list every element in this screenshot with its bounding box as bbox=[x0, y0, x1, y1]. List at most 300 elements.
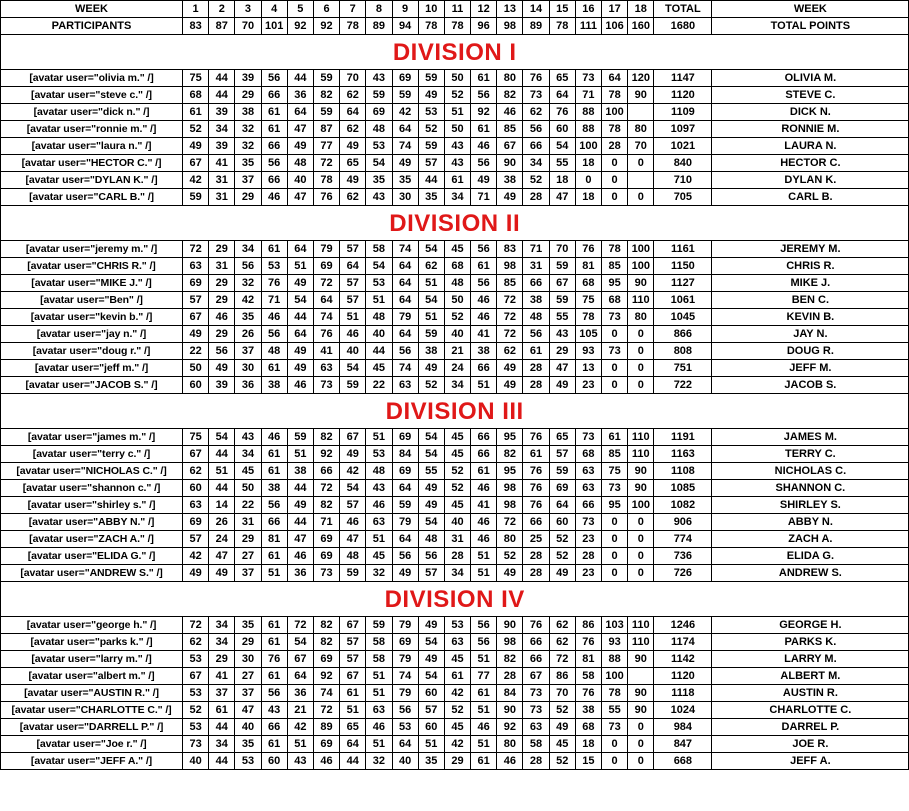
player-total: 751 bbox=[654, 360, 712, 377]
player-row bbox=[1, 241, 909, 258]
player-avatar-shortcode: [avatar user="dick n." /] bbox=[1, 104, 183, 121]
week-score: 53 bbox=[366, 446, 392, 463]
week-score: 56 bbox=[471, 634, 497, 651]
player-total: 1142 bbox=[654, 651, 712, 668]
week-score: 51 bbox=[287, 736, 313, 753]
player-avatar-shortcode: [avatar user="CHRIS R." /] bbox=[1, 258, 183, 275]
week-score: 43 bbox=[366, 70, 392, 87]
player-avatar-shortcode: [avatar user="laura n." /] bbox=[1, 138, 183, 155]
week-score: 31 bbox=[209, 189, 235, 206]
week-score: 44 bbox=[209, 753, 235, 770]
player-total: 808 bbox=[654, 343, 712, 360]
week-score: 105 bbox=[575, 326, 601, 343]
player-total: 722 bbox=[654, 377, 712, 394]
week-score: 38 bbox=[523, 292, 549, 309]
participants-label: PARTICIPANTS bbox=[1, 18, 183, 35]
week-score: 43 bbox=[366, 189, 392, 206]
week-score: 64 bbox=[549, 87, 575, 104]
player-avatar-shortcode: [avatar user="olivia m." /] bbox=[1, 70, 183, 87]
week-number: 17 bbox=[602, 1, 628, 18]
week-score: 41 bbox=[471, 326, 497, 343]
player-total: 774 bbox=[654, 531, 712, 548]
week-score: 66 bbox=[471, 360, 497, 377]
week-score: 65 bbox=[549, 70, 575, 87]
week-score: 98 bbox=[497, 258, 523, 275]
week-score: 62 bbox=[183, 634, 209, 651]
week-score: 54 bbox=[340, 360, 366, 377]
player-row bbox=[1, 497, 909, 514]
participants-count: 106 bbox=[602, 18, 628, 35]
week-score: 72 bbox=[497, 514, 523, 531]
week-score: 0 bbox=[602, 565, 628, 582]
player-avatar-shortcode: [avatar user="shannon c." /] bbox=[1, 480, 183, 497]
week-score: 0 bbox=[628, 326, 654, 343]
week-score: 56 bbox=[471, 617, 497, 634]
week-score: 49 bbox=[471, 172, 497, 189]
week-score: 40 bbox=[183, 753, 209, 770]
week-score: 49 bbox=[418, 480, 444, 497]
week-score: 29 bbox=[209, 241, 235, 258]
week-score: 0 bbox=[602, 514, 628, 531]
week-number: 2 bbox=[209, 1, 235, 18]
week-score: 73 bbox=[602, 309, 628, 326]
week-score: 31 bbox=[209, 258, 235, 275]
week-score: 59 bbox=[418, 138, 444, 155]
week-score: 61 bbox=[261, 104, 287, 121]
week-score: 61 bbox=[340, 685, 366, 702]
week-score: 57 bbox=[183, 292, 209, 309]
week-score: 53 bbox=[261, 258, 287, 275]
week-score: 61 bbox=[471, 121, 497, 138]
player-row bbox=[1, 172, 909, 189]
week-score: 56 bbox=[261, 155, 287, 172]
week-score: 75 bbox=[602, 463, 628, 480]
week-score: 34 bbox=[444, 189, 470, 206]
player-name: CARL B. bbox=[712, 189, 909, 206]
week-number: 16 bbox=[575, 1, 601, 18]
player-avatar-shortcode: [avatar user="DARRELL P." /] bbox=[1, 719, 183, 736]
week-score: 54 bbox=[418, 514, 444, 531]
week-score: 110 bbox=[628, 617, 654, 634]
week-score: 46 bbox=[366, 719, 392, 736]
week-score: 95 bbox=[602, 275, 628, 292]
week-score: 69 bbox=[392, 429, 418, 446]
player-total: 1118 bbox=[654, 685, 712, 702]
week-number: 5 bbox=[287, 1, 313, 18]
week-score: 15 bbox=[575, 753, 601, 770]
week-score: 51 bbox=[366, 531, 392, 548]
week-score: 30 bbox=[392, 189, 418, 206]
week-score: 61 bbox=[261, 446, 287, 463]
week-score: 48 bbox=[366, 121, 392, 138]
week-score: 69 bbox=[313, 548, 339, 565]
week-score: 76 bbox=[261, 275, 287, 292]
week-score: 81 bbox=[575, 258, 601, 275]
player-avatar-shortcode: [avatar user="larry m." /] bbox=[1, 651, 183, 668]
week-score: 53 bbox=[366, 138, 392, 155]
week-score: 98 bbox=[497, 634, 523, 651]
week-score: 73 bbox=[602, 343, 628, 360]
week-score: 49 bbox=[497, 565, 523, 582]
player-row bbox=[1, 326, 909, 343]
participants-count: 92 bbox=[287, 18, 313, 35]
week-score: 56 bbox=[392, 548, 418, 565]
week-score: 54 bbox=[366, 258, 392, 275]
week-score: 66 bbox=[523, 275, 549, 292]
week-score: 69 bbox=[392, 70, 418, 87]
week-score: 51 bbox=[418, 275, 444, 292]
week-score: 61 bbox=[261, 617, 287, 634]
week-score: 46 bbox=[261, 309, 287, 326]
week-score: 43 bbox=[366, 480, 392, 497]
player-total: 726 bbox=[654, 565, 712, 582]
week-score: 64 bbox=[313, 292, 339, 309]
player-row bbox=[1, 377, 909, 394]
week-score: 38 bbox=[261, 480, 287, 497]
player-name: GEORGE H. bbox=[712, 617, 909, 634]
week-score: 43 bbox=[444, 155, 470, 172]
week-score: 42 bbox=[183, 548, 209, 565]
week-score: 61 bbox=[261, 634, 287, 651]
player-row bbox=[1, 668, 909, 685]
week-score: 61 bbox=[444, 172, 470, 189]
player-avatar-shortcode: [avatar user="steve c." /] bbox=[1, 87, 183, 104]
week-score: 74 bbox=[392, 241, 418, 258]
week-score: 60 bbox=[549, 514, 575, 531]
week-score: 29 bbox=[549, 343, 575, 360]
player-total: 705 bbox=[654, 189, 712, 206]
week-score: 0 bbox=[602, 736, 628, 753]
participants-count: 78 bbox=[549, 18, 575, 35]
week-score: 0 bbox=[628, 531, 654, 548]
week-score: 48 bbox=[287, 155, 313, 172]
week-score: 93 bbox=[602, 634, 628, 651]
week-score: 73 bbox=[575, 70, 601, 87]
week-score: 69 bbox=[549, 480, 575, 497]
participants-row bbox=[1, 18, 909, 35]
week-score: 47 bbox=[235, 702, 261, 719]
week-score: 59 bbox=[549, 463, 575, 480]
week-score: 59 bbox=[392, 497, 418, 514]
week-score: 71 bbox=[313, 514, 339, 531]
week-score: 58 bbox=[366, 241, 392, 258]
week-score: 64 bbox=[287, 241, 313, 258]
player-name: JACOB S. bbox=[712, 377, 909, 394]
week-score: 74 bbox=[392, 138, 418, 155]
week-score: 52 bbox=[497, 548, 523, 565]
player-avatar-shortcode: [avatar user="JEFF A." /] bbox=[1, 753, 183, 770]
week-score: 61 bbox=[444, 668, 470, 685]
week-score: 79 bbox=[392, 651, 418, 668]
week-score: 61 bbox=[261, 736, 287, 753]
player-row bbox=[1, 753, 909, 770]
week-score: 0 bbox=[602, 155, 628, 172]
week-score: 56 bbox=[471, 241, 497, 258]
week-score: 46 bbox=[261, 429, 287, 446]
week-score: 49 bbox=[183, 326, 209, 343]
week-score: 0 bbox=[602, 531, 628, 548]
week-score: 67 bbox=[340, 617, 366, 634]
week-score: 51 bbox=[366, 736, 392, 753]
week-score: 49 bbox=[209, 360, 235, 377]
week-score: 62 bbox=[549, 617, 575, 634]
week-score: 52 bbox=[183, 121, 209, 138]
player-avatar-shortcode: [avatar user="jeremy m." /] bbox=[1, 241, 183, 258]
week-score: 45 bbox=[549, 736, 575, 753]
week-score: 31 bbox=[444, 531, 470, 548]
week-score: 55 bbox=[602, 702, 628, 719]
week-score: 81 bbox=[575, 651, 601, 668]
week-score: 82 bbox=[313, 429, 339, 446]
week-score: 80 bbox=[628, 309, 654, 326]
week-score: 28 bbox=[523, 753, 549, 770]
week-score: 82 bbox=[313, 87, 339, 104]
participants-count: 111 bbox=[575, 18, 601, 35]
week-score: 62 bbox=[549, 634, 575, 651]
week-score: 50 bbox=[444, 292, 470, 309]
week-score: 55 bbox=[418, 463, 444, 480]
week-score: 28 bbox=[497, 668, 523, 685]
week-score: 46 bbox=[471, 719, 497, 736]
week-score: 85 bbox=[602, 446, 628, 463]
player-total: 1097 bbox=[654, 121, 712, 138]
player-avatar-shortcode: [avatar user="AUSTIN R." /] bbox=[1, 685, 183, 702]
week-score: 48 bbox=[418, 531, 444, 548]
week-score: 45 bbox=[235, 463, 261, 480]
week-score: 40 bbox=[392, 753, 418, 770]
week-score: 66 bbox=[261, 719, 287, 736]
week-score: 69 bbox=[392, 463, 418, 480]
week-score: 42 bbox=[444, 736, 470, 753]
week-score: 88 bbox=[575, 104, 601, 121]
participants-count: 78 bbox=[340, 18, 366, 35]
week-score: 47 bbox=[287, 121, 313, 138]
week-score: 57 bbox=[340, 651, 366, 668]
player-total: 1174 bbox=[654, 634, 712, 651]
week-score: 98 bbox=[497, 480, 523, 497]
week-score: 45 bbox=[444, 446, 470, 463]
player-row bbox=[1, 309, 909, 326]
week-number: 3 bbox=[235, 1, 261, 18]
player-name: SHIRLEY S. bbox=[712, 497, 909, 514]
week-score: 86 bbox=[549, 668, 575, 685]
week-score: 69 bbox=[313, 736, 339, 753]
week-score: 60 bbox=[418, 685, 444, 702]
week-score: 32 bbox=[235, 275, 261, 292]
week-score: 48 bbox=[261, 343, 287, 360]
week-score: 42 bbox=[444, 685, 470, 702]
week-score: 0 bbox=[602, 377, 628, 394]
week-score: 69 bbox=[183, 514, 209, 531]
week-score: 66 bbox=[523, 634, 549, 651]
week-score: 52 bbox=[444, 480, 470, 497]
week-score: 49 bbox=[497, 377, 523, 394]
week-score: 66 bbox=[261, 138, 287, 155]
week-score: 29 bbox=[235, 531, 261, 548]
player-total: 1150 bbox=[654, 258, 712, 275]
week-score: 67 bbox=[183, 155, 209, 172]
week-score: 61 bbox=[602, 429, 628, 446]
week-score: 51 bbox=[287, 446, 313, 463]
division-header-row bbox=[1, 206, 909, 241]
week-score: 52 bbox=[549, 753, 575, 770]
week-score: 23 bbox=[575, 565, 601, 582]
week-score: 43 bbox=[287, 753, 313, 770]
week-score: 61 bbox=[261, 241, 287, 258]
week-score: 68 bbox=[444, 258, 470, 275]
week-score: 67 bbox=[287, 651, 313, 668]
week-score: 50 bbox=[444, 121, 470, 138]
week-score: 54 bbox=[418, 446, 444, 463]
week-score: 59 bbox=[313, 104, 339, 121]
week-score: 22 bbox=[366, 377, 392, 394]
week-score: 54 bbox=[418, 292, 444, 309]
week-score: 48 bbox=[366, 309, 392, 326]
week-score: 32 bbox=[366, 753, 392, 770]
player-name: PARKS K. bbox=[712, 634, 909, 651]
week-score: 74 bbox=[392, 668, 418, 685]
player-name: NICHOLAS C. bbox=[712, 463, 909, 480]
week-score: 49 bbox=[549, 719, 575, 736]
week-score: 0 bbox=[628, 753, 654, 770]
player-name: JEFF A. bbox=[712, 753, 909, 770]
week-score: 38 bbox=[418, 343, 444, 360]
week-score: 28 bbox=[523, 377, 549, 394]
week-score: 22 bbox=[235, 497, 261, 514]
week-score: 110 bbox=[628, 292, 654, 309]
week-score: 51 bbox=[471, 377, 497, 394]
week-score: 42 bbox=[235, 292, 261, 309]
week-score: 63 bbox=[444, 634, 470, 651]
player-name: JEREMY M. bbox=[712, 241, 909, 258]
week-score: 69 bbox=[392, 634, 418, 651]
week-score: 57 bbox=[340, 275, 366, 292]
week-score: 54 bbox=[366, 155, 392, 172]
week-score: 30 bbox=[235, 360, 261, 377]
week-score: 77 bbox=[313, 138, 339, 155]
week-score: 90 bbox=[628, 275, 654, 292]
week-score: 61 bbox=[261, 548, 287, 565]
week-score: 48 bbox=[366, 463, 392, 480]
player-row bbox=[1, 617, 909, 634]
week-score: 76 bbox=[523, 463, 549, 480]
week-score: 82 bbox=[313, 497, 339, 514]
week-score: 35 bbox=[235, 736, 261, 753]
week-score: 49 bbox=[418, 87, 444, 104]
week-score: 29 bbox=[209, 292, 235, 309]
week-score: 65 bbox=[340, 155, 366, 172]
player-name: AUSTIN R. bbox=[712, 685, 909, 702]
week-score: 51 bbox=[471, 702, 497, 719]
week-score: 56 bbox=[523, 326, 549, 343]
player-row bbox=[1, 429, 909, 446]
week-score: 54 bbox=[549, 138, 575, 155]
week-score: 92 bbox=[313, 668, 339, 685]
week-score: 64 bbox=[287, 104, 313, 121]
week-number: 9 bbox=[392, 1, 418, 18]
week-score: 100 bbox=[602, 668, 628, 685]
week-score: 26 bbox=[235, 326, 261, 343]
week-score: 51 bbox=[418, 309, 444, 326]
week-score: 92 bbox=[471, 104, 497, 121]
player-row bbox=[1, 634, 909, 651]
player-name: ZACH A. bbox=[712, 531, 909, 548]
week-score: 74 bbox=[313, 685, 339, 702]
week-score: 54 bbox=[209, 429, 235, 446]
week-score: 46 bbox=[287, 548, 313, 565]
week-score: 71 bbox=[523, 241, 549, 258]
week-score: 80 bbox=[628, 121, 654, 138]
week-score: 53 bbox=[444, 617, 470, 634]
week-score: 59 bbox=[183, 189, 209, 206]
division-title: DIVISION II bbox=[1, 206, 909, 241]
player-avatar-shortcode: [avatar user="Ben" /] bbox=[1, 292, 183, 309]
week-score: 53 bbox=[183, 685, 209, 702]
player-name: TERRY C. bbox=[712, 446, 909, 463]
week-score: 52 bbox=[444, 87, 470, 104]
week-score: 72 bbox=[313, 275, 339, 292]
week-score: 0 bbox=[628, 565, 654, 582]
week-score: 76 bbox=[523, 429, 549, 446]
week-score: 44 bbox=[287, 309, 313, 326]
week-number: 14 bbox=[523, 1, 549, 18]
week-score: 52 bbox=[444, 309, 470, 326]
week-score: 70 bbox=[549, 241, 575, 258]
week-score: 49 bbox=[340, 138, 366, 155]
week-score: 90 bbox=[628, 651, 654, 668]
week-score: 79 bbox=[392, 685, 418, 702]
division-header-row bbox=[1, 582, 909, 617]
week-score: 100 bbox=[602, 104, 628, 121]
week-score: 76 bbox=[523, 70, 549, 87]
week-score: 85 bbox=[497, 121, 523, 138]
week-score: 48 bbox=[523, 309, 549, 326]
week-score: 51 bbox=[340, 702, 366, 719]
week-score: 73 bbox=[523, 87, 549, 104]
week-score: 32 bbox=[366, 565, 392, 582]
week-score: 42 bbox=[183, 172, 209, 189]
week-score: 46 bbox=[471, 309, 497, 326]
week-score: 57 bbox=[340, 241, 366, 258]
player-avatar-shortcode: [avatar user="parks k." /] bbox=[1, 634, 183, 651]
player-avatar-shortcode: [avatar user="ZACH A." /] bbox=[1, 531, 183, 548]
player-total: 1191 bbox=[654, 429, 712, 446]
week-score: 78 bbox=[602, 685, 628, 702]
week-score bbox=[628, 104, 654, 121]
week-score: 56 bbox=[209, 343, 235, 360]
week-score: 0 bbox=[602, 172, 628, 189]
week-score: 59 bbox=[366, 87, 392, 104]
week-score: 63 bbox=[366, 514, 392, 531]
week-score: 42 bbox=[340, 463, 366, 480]
player-total: 1127 bbox=[654, 275, 712, 292]
week-score: 76 bbox=[575, 241, 601, 258]
division-title: DIVISION III bbox=[1, 394, 909, 429]
week-score: 51 bbox=[366, 685, 392, 702]
week-score: 40 bbox=[340, 343, 366, 360]
week-score: 76 bbox=[313, 326, 339, 343]
week-score: 73 bbox=[575, 514, 601, 531]
player-avatar-shortcode: [avatar user="jay n." /] bbox=[1, 326, 183, 343]
week-score: 100 bbox=[628, 241, 654, 258]
week-score: 52 bbox=[444, 702, 470, 719]
week-score: 32 bbox=[235, 121, 261, 138]
week-score: 52 bbox=[418, 121, 444, 138]
week-score: 38 bbox=[287, 463, 313, 480]
week-score: 61 bbox=[523, 343, 549, 360]
week-score: 40 bbox=[444, 514, 470, 531]
week-score: 64 bbox=[287, 668, 313, 685]
